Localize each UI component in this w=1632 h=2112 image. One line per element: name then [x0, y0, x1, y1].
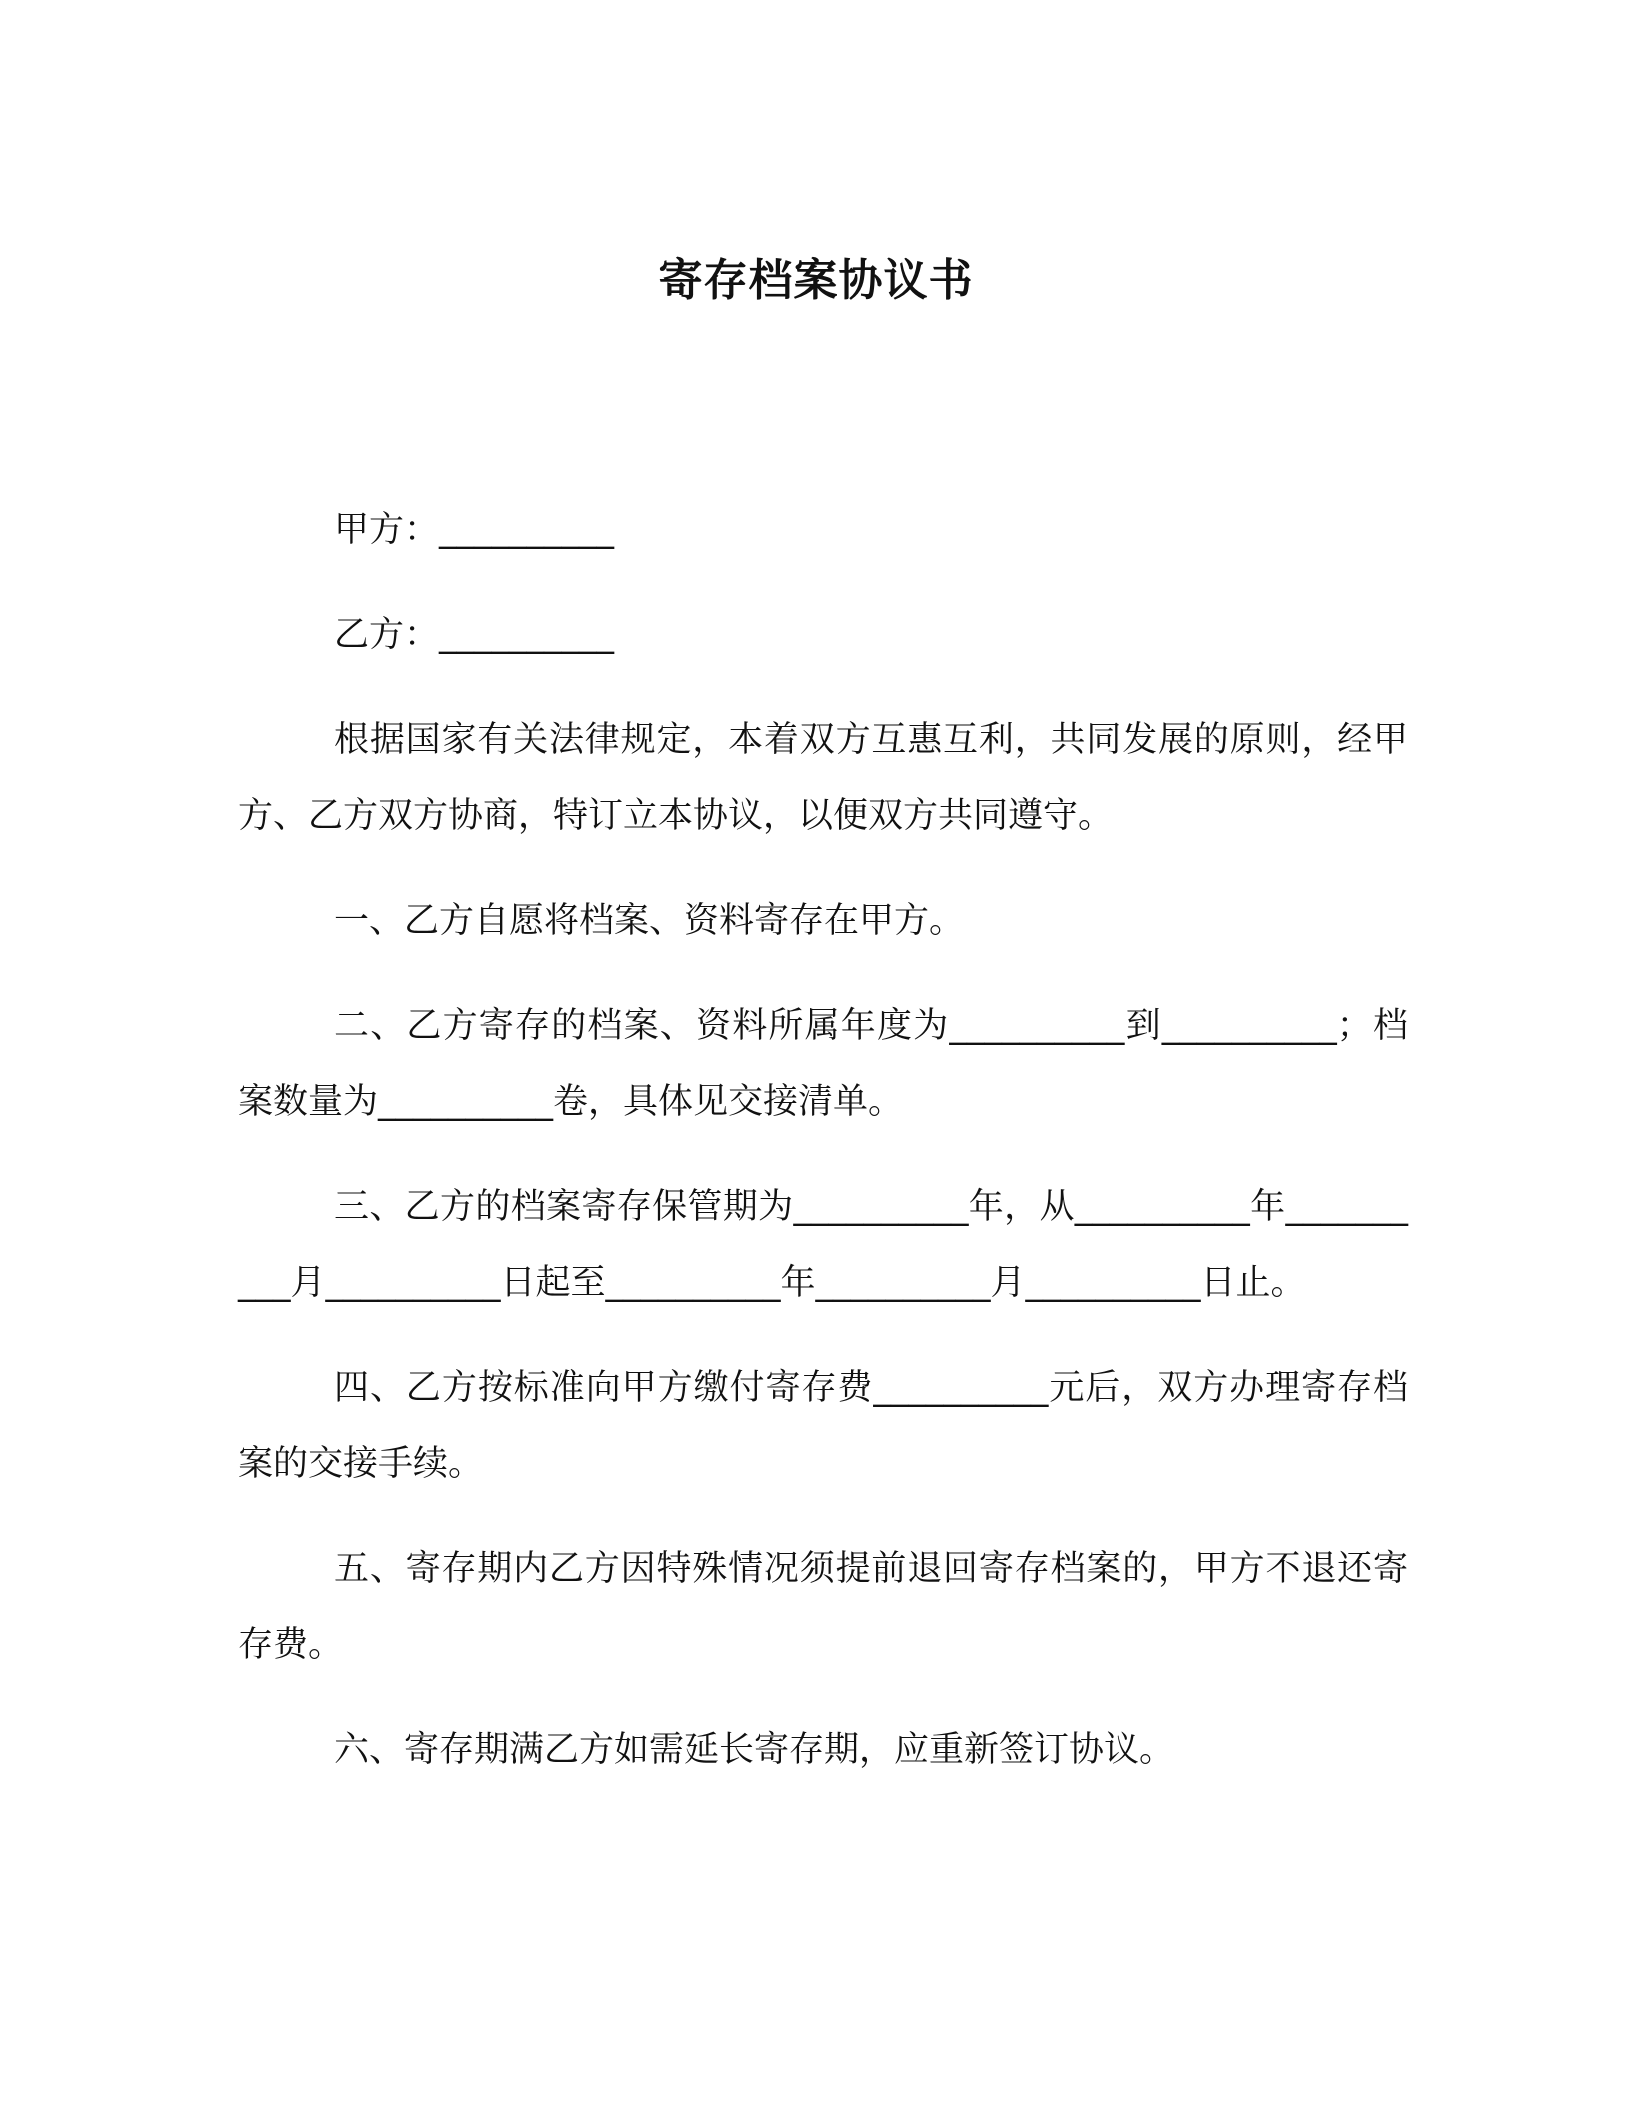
clause-6: 六、寄存期满乙方如需延长寄存期，应重新签订协议。 — [334, 1730, 1175, 1770]
clause-3: 三、乙方的档案寄存保管期为__________年，从__________年__________月__________日起至__________年__________月__________日止。 — [238, 1187, 1408, 1303]
clause-1: 一、乙方自愿将档案、资料寄存在甲方。 — [334, 901, 965, 941]
preamble-paragraph: 根据国家有关法律规定，本着双方互惠互利，共同发展的原则，经甲方、乙方双方协商，特订立本协议，以便双方共同遵守。 — [238, 720, 1408, 836]
clause-5: 五、寄存期内乙方因特殊情况须提前退回寄存档案的，甲方不退还寄存费。 — [238, 1549, 1408, 1665]
party-a-line: 甲方：__________ — [334, 510, 615, 550]
clause-4: 四、乙方按标准向甲方缴付寄存费__________元后，双方办理寄存档案的交接手续。 — [238, 1368, 1408, 1484]
document-title: 寄存档案协议书 — [658, 255, 974, 307]
party-b-line: 乙方：__________ — [334, 615, 615, 655]
document-body — [238, 492, 1408, 1788]
clause-2: 二、乙方寄存的档案、资料所属年度为__________到__________；档案数量为__________卷，具体见交接清单。 — [238, 1006, 1408, 1122]
